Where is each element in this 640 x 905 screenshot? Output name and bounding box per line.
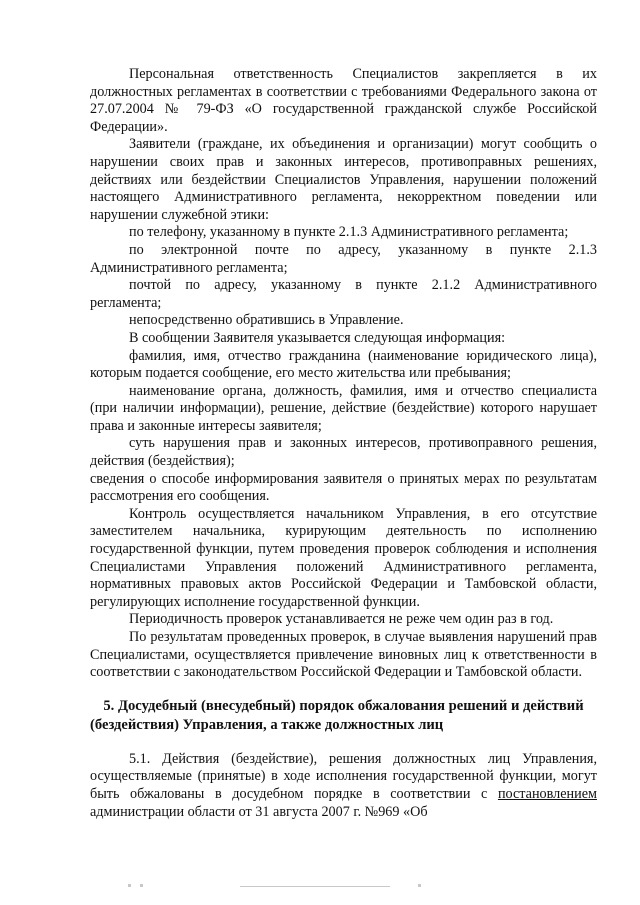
footer-mark bbox=[418, 884, 421, 887]
resolution-link[interactable]: постановлением bbox=[497, 785, 597, 802]
footer-mark bbox=[140, 884, 143, 887]
paragraph-by-email: по электронной почте по адресу, указанному в пункте 2.1.3 Административного регламента; bbox=[90, 241, 597, 276]
appeal-text-end: администрации области от 31 августа 2007 г. №969 «Об bbox=[90, 803, 428, 820]
paragraph-by-post: почтой по адресу, указанному в пункте 2.1.2 Административного регламента; bbox=[90, 277, 597, 311]
paragraph-periodicity: Периодичность проверок устанавливается не реже чем один раз в год. bbox=[129, 611, 554, 628]
section-heading: 5. Досудебный (внесудебный) порядок обжалования решений и действий (бездействия) Управления, а также должностных лиц bbox=[90, 697, 584, 733]
paragraph-in-person: непосредственно обратившись в Управление. bbox=[129, 312, 404, 329]
paragraph-inspection-results: По результатам проведенных проверок, в случае выявления нарушений прав Специалистами, осуществляется привлечение виновных лиц к ответственности в соответствии с законодательством Российской Федерации и Тамбовской области. bbox=[90, 629, 597, 681]
paragraph-message-info: В сообщении Заявителя указывается следующая информация: bbox=[129, 329, 506, 346]
document-body bbox=[90, 66, 597, 821]
appeal-text-start: 5.1. Действия (бездействие), решения должностных лиц Управления, осуществляемые (принятые) в ходе исполнения государственной функции, могут быть обжалованы в досудебном порядке в соответствии с bbox=[90, 750, 597, 802]
paragraph-by-phone: по телефону, указанному в пункте 2.1.3 Административного регламента; bbox=[129, 224, 569, 241]
footer-divider bbox=[240, 886, 390, 887]
paragraph-appeal bbox=[90, 751, 597, 821]
footer-mark bbox=[128, 884, 131, 887]
paragraph-violation-essence: суть нарушения прав и законных интересов, противоправного решения, действия (бездействия); bbox=[90, 435, 597, 470]
paragraph-control: Контроль осуществляется начальником Управления, в его отсутствие заместителем начальника, курирующим деятельность по исполнению государственной функции, путем проведения проверок соблюдения и исполнения Специалистами Управления положений Административного регламента, нормативных правовых актов Российской Федерации и Тамбовской области, регулирующих исполнение государственной функции. bbox=[90, 505, 597, 610]
paragraph-notification-method: сведения о способе информирования заявителя о принятых мерах по результатам рассмотрения его сообщения. bbox=[90, 470, 597, 505]
paragraph-applicants: Заявители (граждане, их объединения и организации) могут сообщить о нарушении своих прав и законных интересов, противоправных решениях, действиях или бездействии Специалистов Управления, нарушении положений настоящего Административного регламента, некорректном поведении или нарушении служебной этики: bbox=[90, 136, 597, 223]
paragraph-name-info: фамилия, имя, отчество гражданина (наименование юридического лица), которым подается сообщение, его место жительства или пребывания; bbox=[90, 347, 597, 382]
paragraph-organ-info: наименование органа, должность, фамилия, имя и отчество специалиста (при наличии информации), решение, действие (бездействие) которого нарушает права и законные интересы заявителя; bbox=[90, 382, 597, 434]
paragraph-responsibility: Персональная ответственность Специалистов закрепляется в их должностных регламентах в соответствии с требованиями Федерального закона от 27.07.2004 № 79-ФЗ «О государственной гражданской службе Российской Федерации». bbox=[90, 66, 597, 135]
